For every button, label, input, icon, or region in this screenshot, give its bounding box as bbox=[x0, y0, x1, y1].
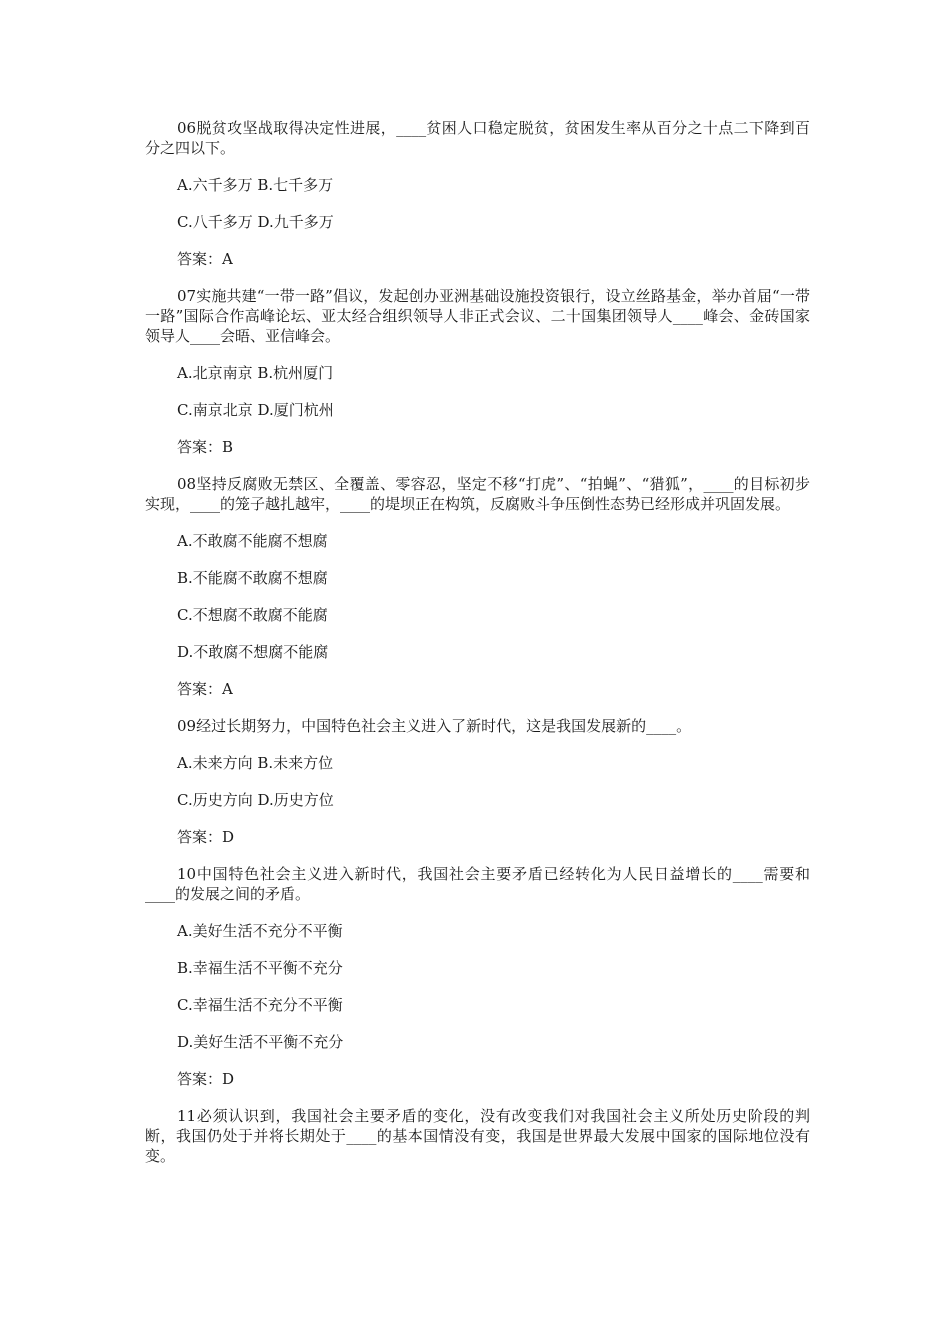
question-11-stem: 11必须认识到，我国社会主要矛盾的变化，没有改变我们对我国社会主义所处历史阶段的判断，我国仍处于并将长期处于____的基本国情没有变，我国是世界最大发展中国家的国际地位没有变。 bbox=[145, 1107, 810, 1165]
question-07-stem: 07实施共建“一带一路”倡议，发起创办亚洲基础设施投资银行，设立丝路基金，举办首届“一带一路”国际合作高峰论坛、亚太经合组织领导人非正式会议、二十国集团领导人____峰会、金砖国家领导人____会晤、亚信峰会。 bbox=[145, 287, 810, 345]
question-07-options-ab: A.北京南京 B.杭州厦门 bbox=[177, 364, 334, 382]
question-06-stem: 06脱贫攻坚战取得决定性进展，____贫困人口稳定脱贫，贫困发生率从百分之十点二下降到百分之四以下。 bbox=[145, 119, 810, 157]
question-10-option-d: D.美好生活不平衡不充分 bbox=[177, 1033, 344, 1051]
question-10-option-c: C.幸福生活不充分不平衡 bbox=[177, 996, 343, 1014]
question-09-stem: 09经过长期努力，中国特色社会主义进入了新时代，这是我国发展新的____。 bbox=[177, 717, 692, 735]
question-09-options-cd: C.历史方向 D.历史方位 bbox=[177, 791, 334, 809]
question-06-options-ab: A.六千多万 B.七千多万 bbox=[177, 176, 334, 194]
question-08-stem: 08坚持反腐败无禁区、全覆盖、零容忍，坚定不移“打虎”、“拍蝇”、“猎狐”，____的目标初步实现，____的笼子越扎越牢，____的堤坝正在构筑，反腐败斗争压倒性态势已经形成并巩固发展。 bbox=[145, 475, 810, 513]
document-page bbox=[145, 118, 810, 1183]
question-07-answer: 答案：B bbox=[177, 438, 234, 456]
question-07-options-cd: C.南京北京 D.厦门杭州 bbox=[177, 401, 334, 419]
question-06-options-cd: C.八千多万 D.九千多万 bbox=[177, 213, 334, 231]
question-09-answer: 答案：D bbox=[177, 828, 235, 846]
question-08-option-d: D.不敢腐不想腐不能腐 bbox=[177, 643, 329, 661]
question-08-answer: 答案：A bbox=[177, 680, 233, 698]
question-06-answer: 答案：A bbox=[177, 250, 233, 268]
question-10-answer: 答案：D bbox=[177, 1070, 235, 1088]
question-09-options-ab: A.未来方向 B.未来方位 bbox=[177, 754, 334, 772]
question-08-option-a: A.不敢腐不能腐不想腐 bbox=[177, 532, 328, 550]
question-10-option-b: B.幸福生活不平衡不充分 bbox=[177, 959, 343, 977]
question-10-stem: 10中国特色社会主义进入新时代，我国社会主要矛盾已经转化为人民日益增长的____需要和____的发展之间的矛盾。 bbox=[145, 865, 810, 903]
question-10-option-a: A.美好生活不充分不平衡 bbox=[177, 922, 343, 940]
question-08-option-c: C.不想腐不敢腐不能腐 bbox=[177, 606, 328, 624]
question-08-option-b: B.不能腐不敢腐不想腐 bbox=[177, 569, 328, 587]
